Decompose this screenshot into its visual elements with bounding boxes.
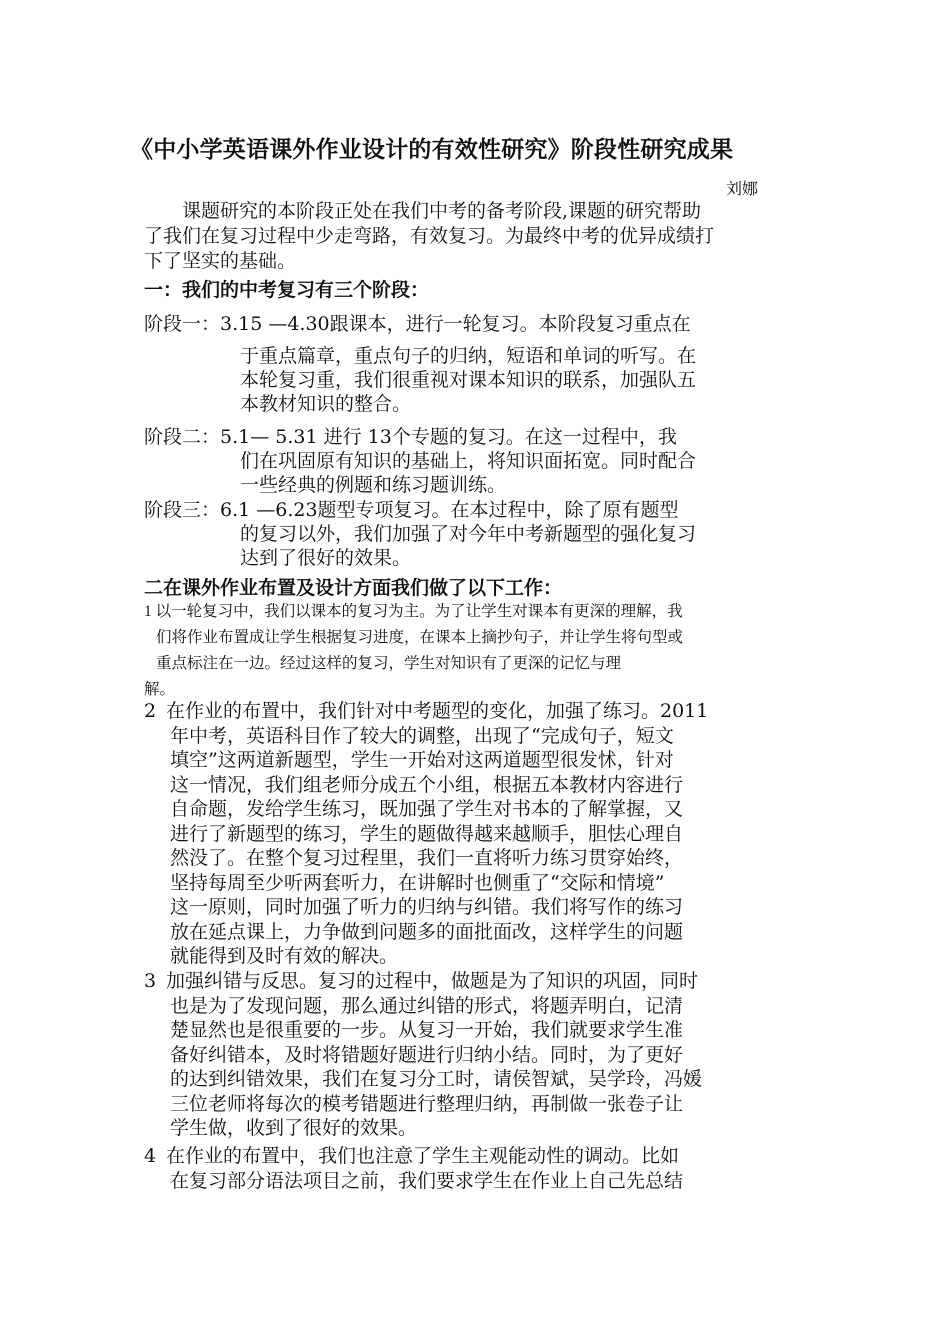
intro-line: 下了坚实的基础。 bbox=[144, 250, 297, 272]
item-line: 楚显然也是很重要的一步。从复习一开始，我们就要求学生准 bbox=[170, 1019, 684, 1041]
item-line: 进行了新题型的练习，学生的题做得越来越顺手，胆怯心理自 bbox=[170, 822, 684, 845]
item-line: 也是为了发现问题，那么通过纠错的形式，将题弄明白，记清 bbox=[170, 994, 684, 1017]
stage-line: 的复习以外，我们加强了对今年中考新题型的强化复习 bbox=[240, 523, 697, 545]
stage-line: 阶段一：3.15 —4.30跟课本，进行一轮复习。本阶段复习重点在 bbox=[144, 313, 691, 335]
section-heading-homework: 二在课外作业布置及设计方面我们做了以下工作： bbox=[144, 577, 563, 599]
item-line: 解。 bbox=[144, 681, 176, 698]
item-number: 4 bbox=[144, 1145, 157, 1167]
item-line: 在复习部分语法项目之前，我们要求学生在作业上自己先总结 bbox=[170, 1169, 684, 1192]
intro-paragraph bbox=[144, 199, 814, 274]
item-line: 4 在作业的布置中，我们也注意了学生主观能动性的调动。比如 bbox=[144, 1145, 680, 1167]
intro-line: 课题研究的本阶段正处在我们中考的备考阶段,课题的研究帮助 bbox=[182, 200, 702, 222]
stage-line: 们在巩固原有知识的基础上，将知识面拓宽。同时配合 bbox=[240, 450, 697, 472]
section-heading-stages: 一：我们的中考复习有三个阶段： bbox=[144, 279, 430, 301]
item-number: 3 bbox=[144, 970, 157, 992]
item-line: 这一原则，同时加强了听力的归纳与纠错。我们将写作的练习 bbox=[170, 896, 684, 918]
item-line: 自命题，发给学生练习，既加强了学生对书本的了解掌握，又 bbox=[170, 798, 684, 820]
stage-two-paragraph bbox=[144, 425, 824, 497]
stage-line: 于重点篇章，重点句子的归纳，短语和单词的听写。在 bbox=[240, 345, 697, 367]
stage-line: 本教材知识的整合。 bbox=[240, 393, 412, 415]
item-line: 2 在作业的布置中，我们针对中考题型的变化，加强了练习。2011 bbox=[144, 700, 709, 722]
item-line: 3 加强纠错与反思。复习的过程中，做题是为了知识的巩固，同时 bbox=[144, 970, 699, 992]
stage-one-paragraph bbox=[144, 312, 824, 416]
item-line: 就能得到及时有效的解决。 bbox=[170, 945, 399, 967]
item-line: 三位老师将每次的模考错题进行整理归纳，再制做一张卷子让 bbox=[170, 1092, 684, 1115]
item-line: 这一情况，我们组老师分成五个小组，根据五本教材内容进行 bbox=[170, 773, 684, 796]
item-one-paragraph bbox=[144, 599, 824, 703]
item-line: 1 以一轮复习中，我们以课本的复习为主。为了让学生对课本有更深的理解，我 bbox=[144, 603, 683, 620]
item-line: 坚持每周至少听两套听力，在讲解时也侧重了“交际和情境” bbox=[170, 871, 665, 894]
author-name: 刘娜 bbox=[726, 181, 759, 198]
intro-line: 了我们在复习过程中少走弯路，有效复习。为最终中考的优异成绩打 bbox=[144, 225, 715, 247]
stage-line: 阶段三：6.1 —6.23题型专项复习。在本过程中，除了原有题型 bbox=[144, 499, 679, 521]
stage-line: 一些经典的例题和练习题训练。 bbox=[240, 474, 507, 496]
stage-line: 达到了很好的效果。 bbox=[240, 547, 412, 569]
item-line: 备好纠错本，及时将错题好题进行归纳小结。同时，为了更好 bbox=[170, 1043, 684, 1066]
item-line: 然没了。在整个复习过程里，我们一直将听力练习贯穿始终， bbox=[170, 847, 684, 869]
item-three-paragraph bbox=[144, 969, 824, 1141]
item-number: 2 bbox=[144, 700, 157, 722]
item-line: 们将作业布置成让学生根据复习进度，在课本上摘抄句子，并让学生将句型或 bbox=[156, 629, 684, 646]
item-line: 重点标注在一边。经过这样的复习，学生对知识有了更深的记忆与理 bbox=[156, 655, 622, 672]
stage-line: 本轮复习重，我们很重视对课本知识的联系，加强队五 bbox=[240, 369, 697, 391]
stage-three-paragraph bbox=[144, 498, 824, 570]
item-line: 放在延点课上，力争做到问题多的面批面改，这样学生的问题 bbox=[170, 920, 684, 943]
item-two-paragraph bbox=[144, 699, 824, 969]
item-line: 学生做，收到了很好的效果。 bbox=[170, 1117, 418, 1139]
item-line: 填空”这两道新题型，学生一开始对这两道题型很发怵，针对 bbox=[170, 749, 674, 771]
item-line: 年中考，英语科目作了较大的调整，出现了“完成句子，短文 bbox=[170, 724, 674, 747]
document-title: 《中小学英语课外作业设计的有效性研究》阶段性研究成果 bbox=[130, 136, 734, 163]
item-line: 的达到纠错效果，我们在复习分工时，请侯智斌，吴学玲，冯媛 bbox=[170, 1068, 703, 1090]
item-four-paragraph bbox=[144, 1144, 824, 1193]
stage-line: 阶段二：5.1— 5.31 进行 13个专题的复习。在这一过程中，我 bbox=[144, 426, 677, 448]
